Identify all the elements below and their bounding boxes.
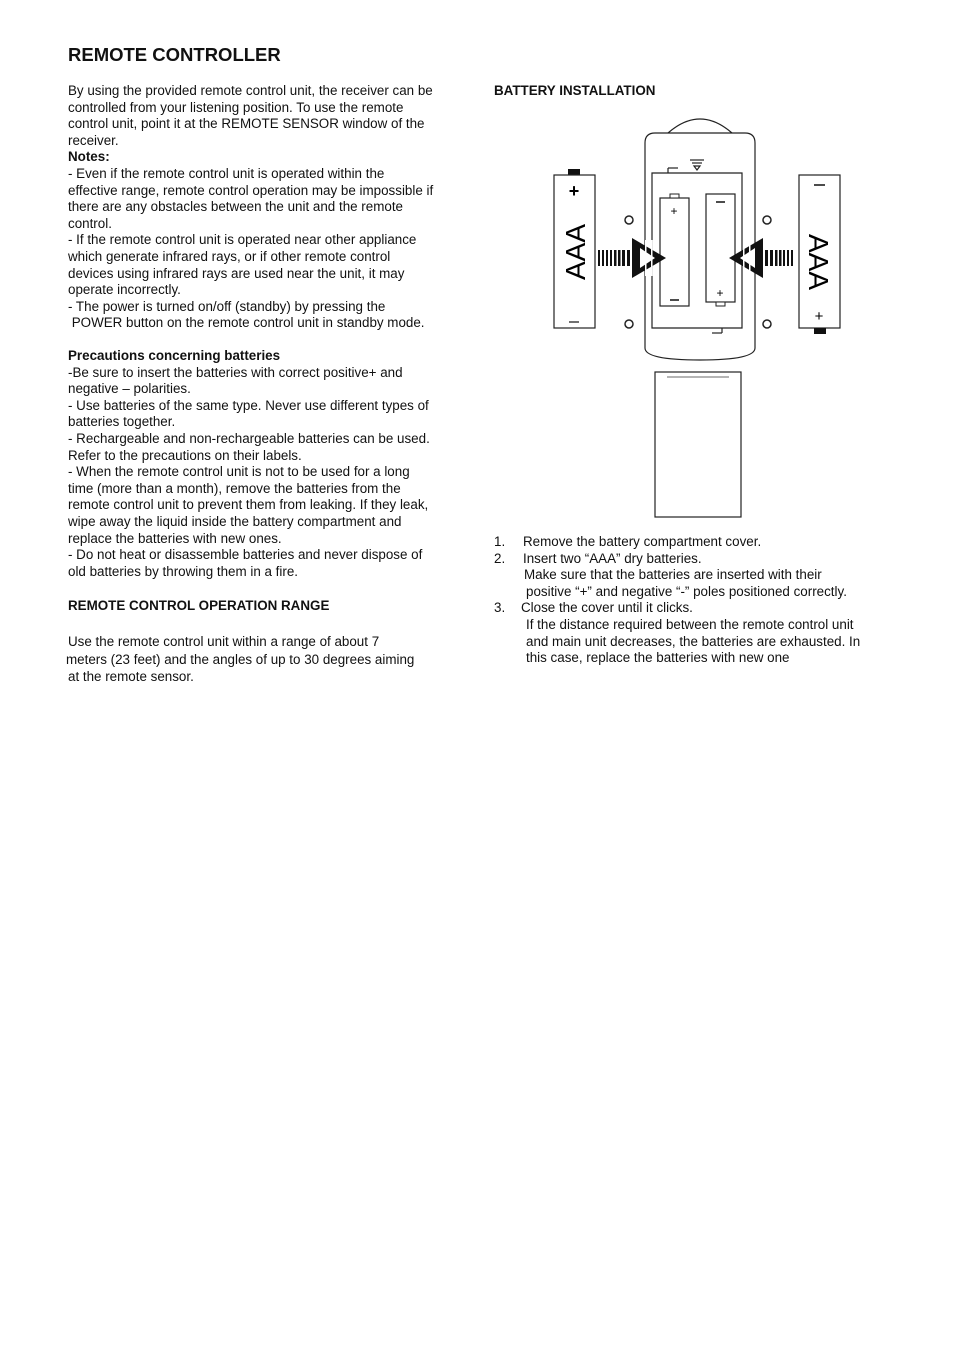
plus-sign: + [716,286,724,300]
precaution-line: - When the remote control unit is not to be used for a long [68,464,410,480]
note-line: - The power is turned on/off (standby) by pressing the [68,298,386,314]
inner-battery-left [660,194,689,306]
battery-steps [494,534,914,667]
precaution-line: negative – polarities. [68,381,191,397]
precaution-line: wipe away the liquid inside the battery compartment and [68,513,402,529]
note-line: effective range, remote control operation may be impossible if [68,182,434,198]
step-item [494,551,914,568]
precaution-line: replace the batteries with new ones. [68,530,282,546]
plus-sign: + [814,308,824,325]
step-item [494,534,914,551]
range-section [68,633,468,686]
insert-arrow-left-icon [729,238,793,278]
note-line: devices using infrared rays are used near the unit, it may [68,265,405,281]
step-text: Remove the battery compartment cover. [523,534,762,549]
note-line: operate incorrectly. [68,282,181,298]
intro-line: control unit, point it at the REMOTE SENSOR window of the [68,116,425,132]
range-line: meters (23 feet) and the angles of up to 30 degrees aiming [66,651,415,667]
step-item [494,600,914,617]
battery-cover [655,372,741,517]
intro-section [68,83,468,332]
battery-installation-heading: BATTERY INSTALLATION [494,83,656,98]
battery-aaa-right [799,175,840,334]
step-detail: Make sure that the batteries are inserted with their [524,567,822,583]
plus-sign: + [670,204,678,218]
precaution-line: -Be sure to insert the batteries with correct positive+ and [68,364,403,380]
precaution-line: - Use batteries of the same type. Never use different types of [68,397,429,413]
precaution-line: Refer to the precautions on their labels. [68,447,302,463]
note-line: there are any obstacles between the unit and the remote [68,199,403,215]
note-line: control. [68,215,112,231]
step-text: Insert two “AAA” dry batteries. [523,550,702,566]
inner-battery-right [706,194,735,306]
precaution-line: old batteries by throwing them in a fire. [68,563,298,579]
battery-installation-diagram [540,105,860,525]
step-detail: and main unit decreases, the batteries are exhausted. In [526,633,861,649]
note-line: which generate infrared rays, or if other remote control [68,248,391,264]
note-line: - If the remote control unit is operated near other appliance [68,232,417,248]
note-line: POWER button on the remote control unit in standby mode. [68,315,425,331]
precaution-line: - Do not heat or disassemble batteries and never dispose of [68,547,423,563]
note-line: - Even if the remote control unit is operated within the [68,165,385,181]
battery-aaa-left [554,169,595,328]
precautions-heading: Precautions concerning batteries [68,348,281,363]
step-detail: If the distance required between the remote control unit [526,616,854,632]
range-heading: REMOTE CONTROL OPERATION RANGE [68,598,330,613]
plus-sign: + [568,181,580,201]
range-line: at the remote sensor. [68,669,194,684]
precaution-line: time (more than a month), remove the batteries from the [68,480,401,496]
precaution-line: remote control unit to prevent them from leaking. If they leak, [68,497,429,513]
step-detail: positive “+” and negative “-” poles positioned correctly. [526,583,847,599]
intro-line: controlled from your listening position. To use the remote [68,99,404,115]
battery-label: AAA [560,223,591,281]
step-text: Close the cover until it clicks. [521,600,693,616]
notes-heading: Notes: [68,149,110,165]
step-detail: this case, replace the batteries with new one [526,650,790,666]
step-number: 1. [494,534,506,549]
intro-line: By using the provided remote control unit, the receiver can be [68,83,433,98]
page-title: REMOTE CONTROLLER [68,44,281,65]
step-number: 3. [494,600,506,616]
precaution-line: batteries together. [68,414,176,430]
step-number: 2. [494,550,506,566]
precaution-line: - Rechargeable and non-rechargeable batteries can be used. [68,430,430,446]
range-heading-block [68,598,468,615]
intro-line: receiver. [68,132,119,148]
precautions-section [68,348,468,580]
battery-label: AAA [803,233,834,291]
insert-arrow-right-icon [598,238,666,278]
range-line: Use the remote control unit within a range of about 7 [68,634,380,649]
